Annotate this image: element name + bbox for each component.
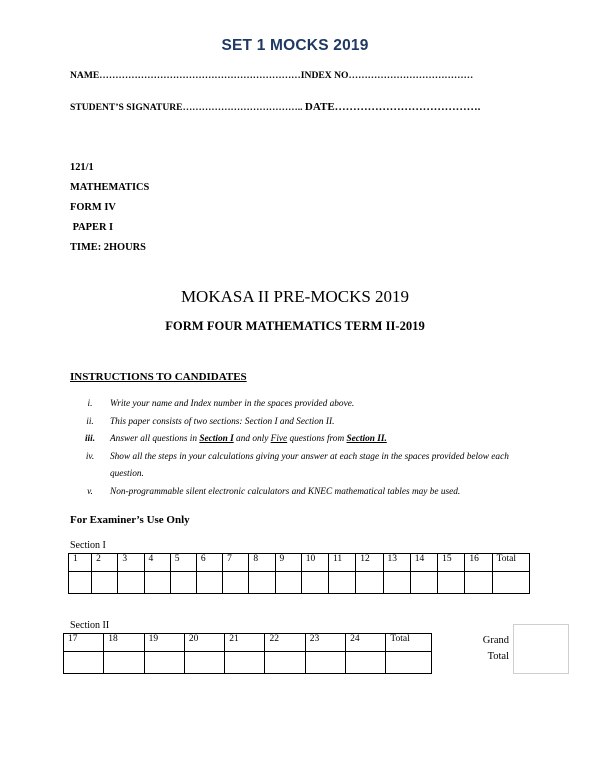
table-header-cell: 16 bbox=[465, 554, 492, 572]
table-score-row bbox=[64, 652, 432, 674]
score-cell[interactable] bbox=[383, 572, 410, 594]
exam-title: MOKASA II PRE-MOCKS 2019 bbox=[180, 287, 410, 306]
table-header-cell: 2 bbox=[92, 554, 118, 572]
form-level: FORM IV bbox=[70, 202, 116, 213]
paper-code: 121/1 bbox=[70, 162, 94, 173]
table-score-row bbox=[69, 572, 530, 594]
score-cell[interactable] bbox=[386, 652, 432, 674]
section-two-label: Section II bbox=[70, 620, 110, 631]
table-header-cell: 20 bbox=[184, 634, 224, 652]
score-cell[interactable] bbox=[170, 572, 196, 594]
table-header-row bbox=[69, 554, 530, 572]
signature-field: STUDENT’S SIGNATURE……………………………….. bbox=[70, 102, 305, 113]
examiner-heading: For Examiner’s Use Only bbox=[70, 514, 190, 526]
grand-total-label bbox=[466, 633, 509, 665]
score-cell[interactable] bbox=[275, 572, 301, 594]
table-header-cell: 21 bbox=[225, 634, 265, 652]
table-header-cell: 17 bbox=[64, 634, 104, 652]
score-cell[interactable] bbox=[184, 652, 224, 674]
table-header-cell: Total bbox=[492, 554, 529, 572]
instruction-text: This paper consists of two sections: Section I and Section II. bbox=[110, 416, 335, 427]
score-cell[interactable] bbox=[301, 572, 328, 594]
section-one-marks-table bbox=[68, 553, 530, 594]
instructions-list bbox=[70, 396, 540, 501]
score-cell[interactable] bbox=[329, 572, 356, 594]
instruction-text: Show all the steps in your calculations giving your answer at each stage in the spaces provided below each question. bbox=[110, 451, 509, 479]
instruction-number: iv. bbox=[85, 451, 95, 462]
instruction-number: iii. bbox=[84, 434, 96, 444]
instruction-fragment: and only bbox=[233, 434, 271, 444]
section-one-ref: Section I bbox=[199, 434, 234, 444]
score-cell[interactable] bbox=[196, 572, 222, 594]
grand-label-line: Grand bbox=[482, 635, 509, 646]
instruction-text: Write your name and Index number in the spaces provided above. bbox=[110, 399, 355, 409]
score-cell[interactable] bbox=[118, 572, 144, 594]
table-header-cell: 4 bbox=[144, 554, 170, 572]
section-one-label: Section I bbox=[70, 540, 106, 551]
instruction-fragment: Answer all questions in bbox=[110, 434, 200, 444]
five-ref: Five bbox=[270, 434, 288, 444]
exam-time: TIME: 2HOURS bbox=[70, 242, 146, 253]
score-cell[interactable] bbox=[144, 572, 170, 594]
instruction-number: ii. bbox=[86, 416, 94, 427]
table-header-cell: 15 bbox=[438, 554, 465, 572]
score-cell[interactable] bbox=[346, 652, 386, 674]
name-index-field[interactable]: NAME………………………………………………………INDEX NO………………………………… bbox=[70, 70, 474, 81]
table-header-cell: 13 bbox=[383, 554, 410, 572]
instructions-heading: INSTRUCTIONS TO CANDIDATES bbox=[70, 371, 247, 383]
table-header-cell: 12 bbox=[356, 554, 383, 572]
grand-total-box[interactable] bbox=[513, 624, 569, 674]
table-header-cell: 3 bbox=[118, 554, 144, 572]
table-header-cell: 5 bbox=[170, 554, 196, 572]
signature-date-field[interactable] bbox=[70, 101, 480, 113]
score-cell[interactable] bbox=[225, 652, 265, 674]
document-header-title: SET 1 MOCKS 2019 bbox=[221, 37, 369, 54]
table-header-cell: 7 bbox=[223, 554, 249, 572]
score-cell[interactable] bbox=[465, 572, 492, 594]
subject-name: MATHEMATICS bbox=[70, 182, 150, 193]
score-cell[interactable] bbox=[223, 572, 249, 594]
score-cell[interactable] bbox=[69, 572, 92, 594]
score-cell[interactable] bbox=[249, 572, 275, 594]
instruction-fragment: questions from bbox=[287, 434, 347, 444]
table-header-cell: 14 bbox=[410, 554, 437, 572]
table-header-cell: 19 bbox=[144, 634, 184, 652]
paper-number: PAPER I bbox=[70, 222, 114, 233]
section-two-ref: Section II. bbox=[346, 434, 387, 444]
table-header-cell: 8 bbox=[249, 554, 275, 572]
table-header-cell: 23 bbox=[305, 634, 345, 652]
table-header-cell: 22 bbox=[265, 634, 305, 652]
table-header-cell: Total bbox=[386, 634, 432, 652]
score-cell[interactable] bbox=[144, 652, 184, 674]
instruction-number: i. bbox=[87, 399, 93, 409]
score-cell[interactable] bbox=[104, 652, 144, 674]
score-cell[interactable] bbox=[438, 572, 465, 594]
score-cell[interactable] bbox=[305, 652, 345, 674]
table-header-cell: 18 bbox=[104, 634, 144, 652]
exam-subtitle: FORM FOUR MATHEMATICS TERM II-2019 bbox=[165, 319, 425, 333]
table-header-cell: 11 bbox=[329, 554, 356, 572]
instruction-text bbox=[110, 431, 540, 449]
section-two-marks-table bbox=[63, 633, 432, 674]
instruction-number: v. bbox=[87, 486, 93, 497]
instruction-item bbox=[70, 414, 540, 432]
score-cell[interactable] bbox=[492, 572, 529, 594]
instruction-item bbox=[70, 449, 540, 484]
table-header-row bbox=[64, 634, 432, 652]
instruction-item bbox=[70, 396, 540, 414]
score-cell[interactable] bbox=[92, 572, 118, 594]
date-field: DATE…………………………………. bbox=[304, 101, 481, 113]
instruction-item bbox=[70, 431, 540, 449]
table-header-cell: 24 bbox=[346, 634, 386, 652]
score-cell[interactable] bbox=[410, 572, 437, 594]
score-cell[interactable] bbox=[265, 652, 305, 674]
table-header-cell: 9 bbox=[275, 554, 301, 572]
total-label-line: Total bbox=[487, 651, 509, 662]
score-cell[interactable] bbox=[356, 572, 383, 594]
score-cell[interactable] bbox=[64, 652, 104, 674]
table-header-cell: 10 bbox=[301, 554, 328, 572]
table-header-cell: 1 bbox=[69, 554, 92, 572]
instruction-item bbox=[70, 484, 540, 502]
instruction-text: Non-programmable silent electronic calculators and KNEC mathematical tables may be used. bbox=[110, 486, 461, 497]
table-header-cell: 6 bbox=[196, 554, 222, 572]
